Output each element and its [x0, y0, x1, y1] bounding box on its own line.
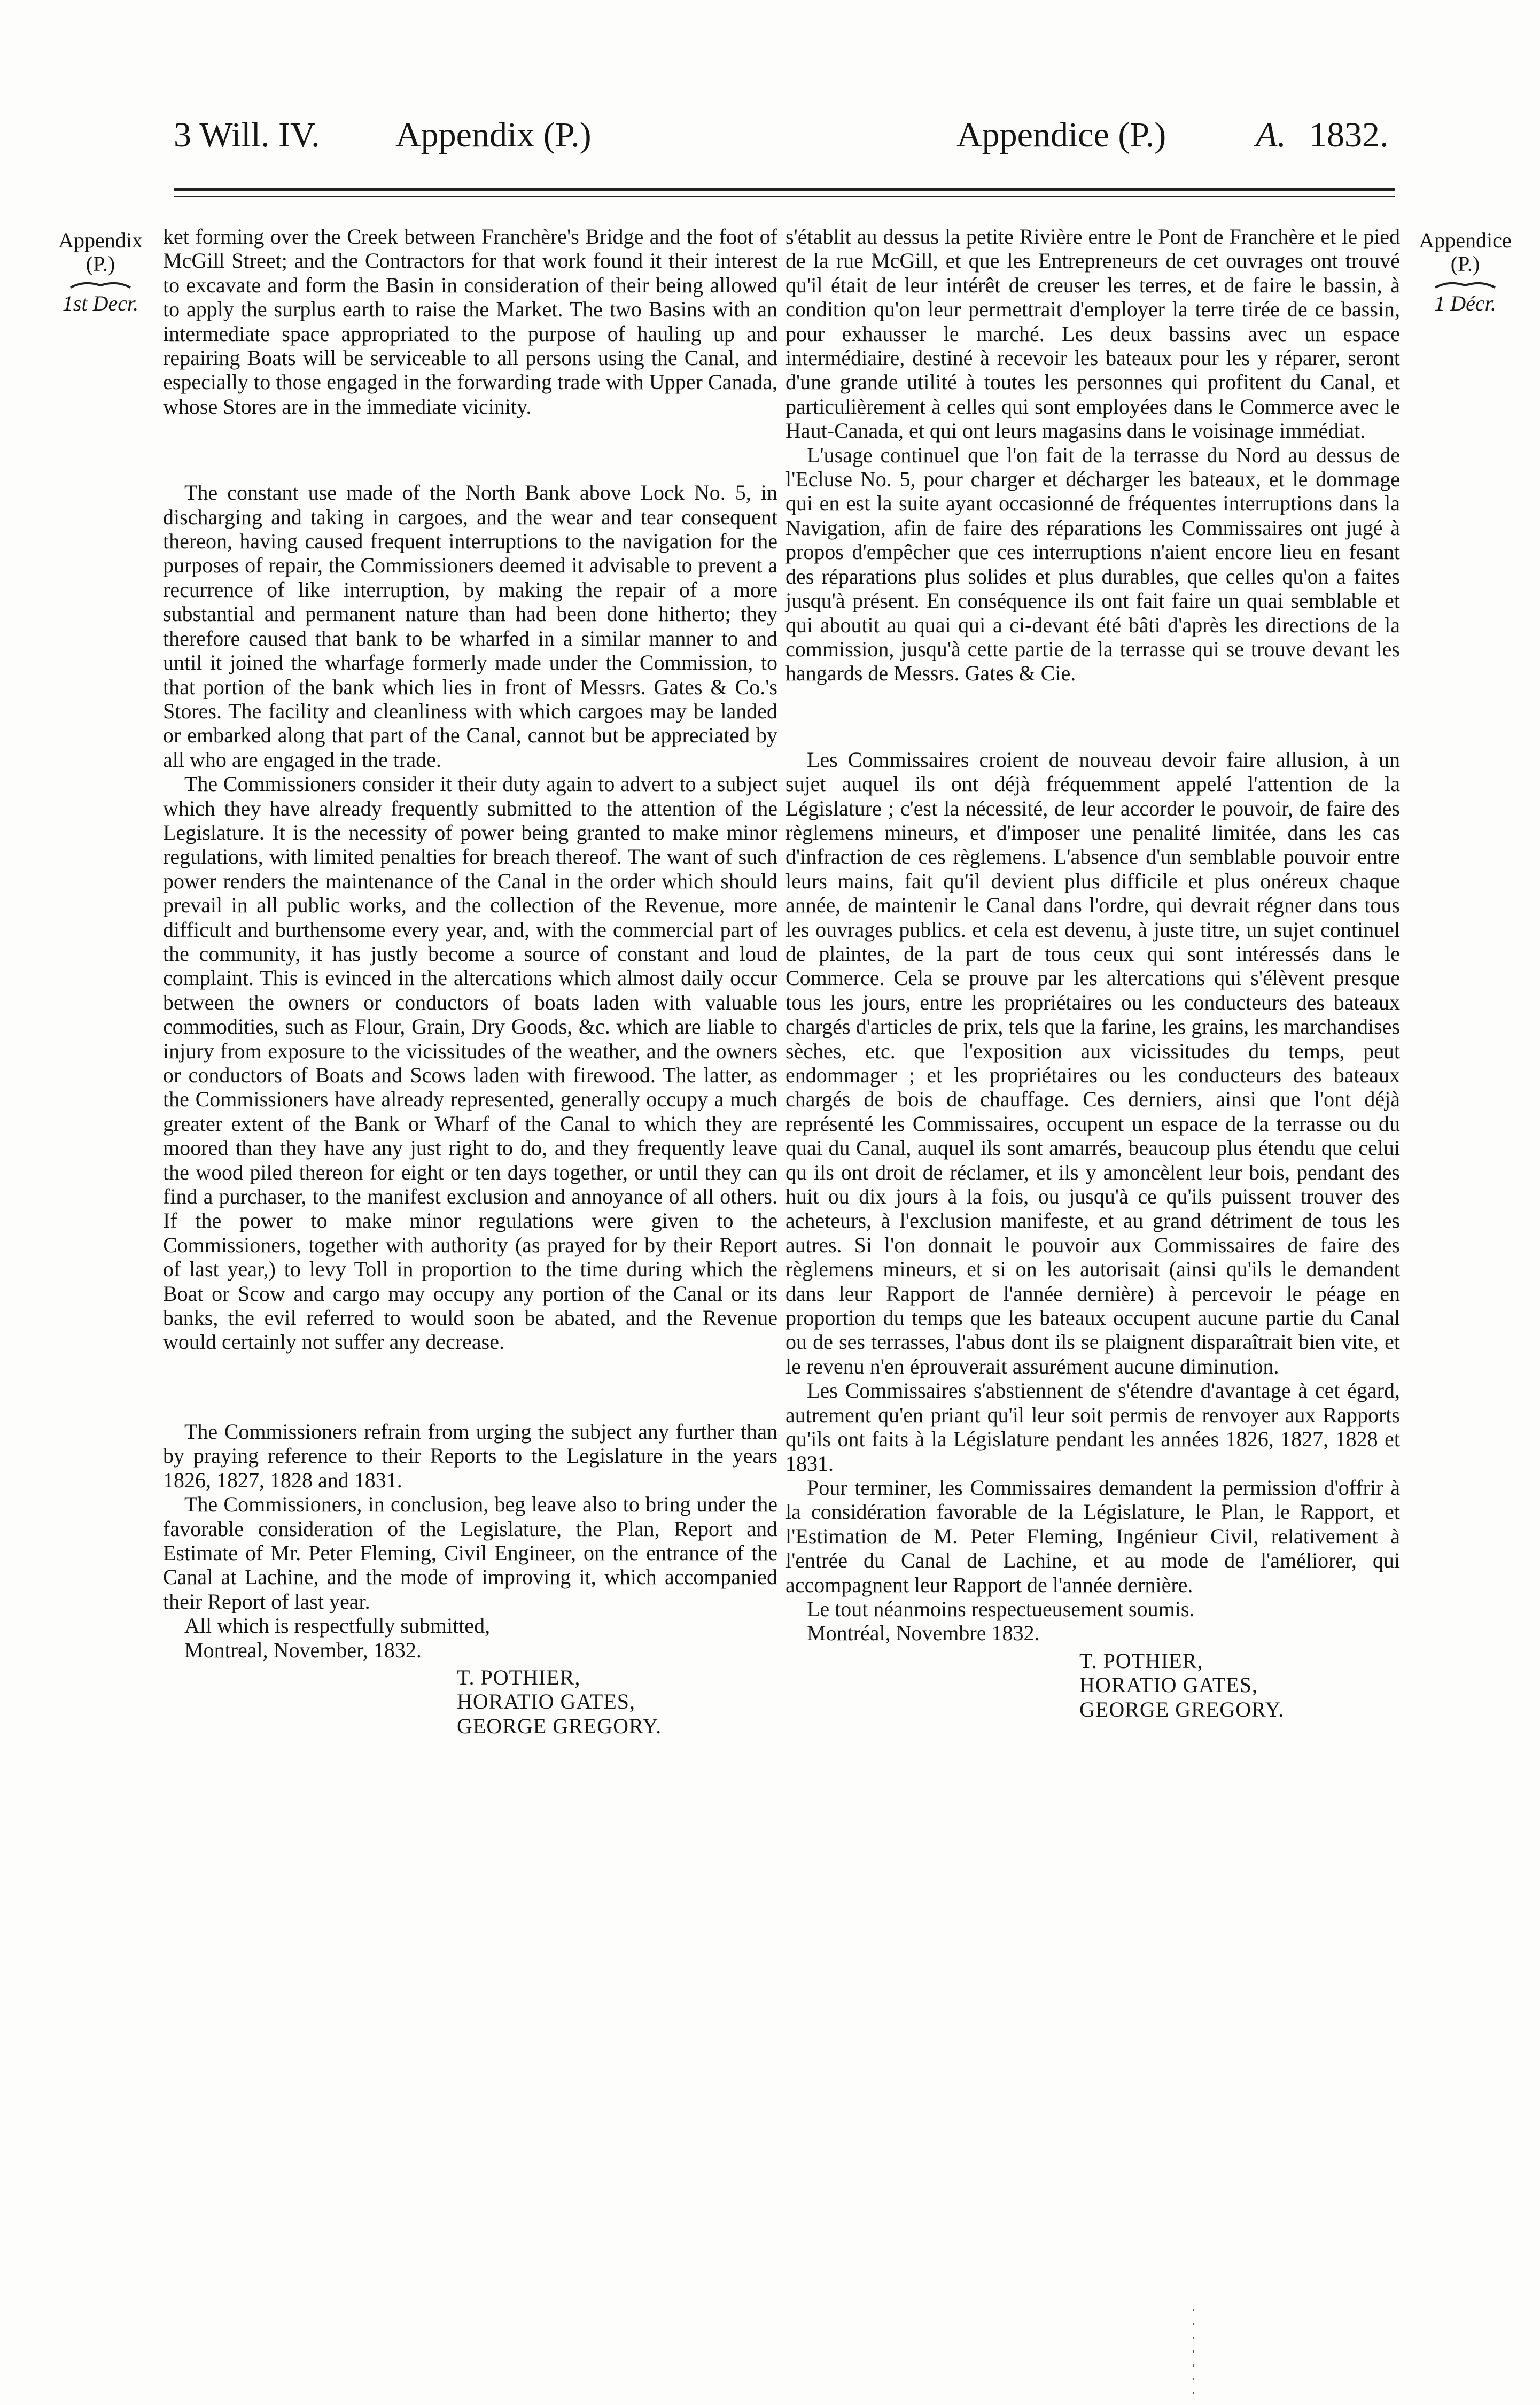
french-paragraph-3: Les Commissaires croient de nouveau devoir faire allusion, à un sujet auquel ils ont déjà fréquemment appelé l'attention de la Législature ; c'est la nécessité, de leur accorder le pouvoir, de faire des règlemens mineurs, et d'imposer une penalité limitée, dans les cas d'infraction de ces règlemens. L'absence d'un semblable pouvoir entre leurs mains, fait qu'il devient plus difficile et plus onéreux chaque année, de maintenir le Canal dans l'ordre, qui devrait régner dans tous les ouvrages publics. et cela est devenu, à juste titre, un sujet continuel de plaintes, de la part de tous ceux qui sont intéressés dans le Commerce. Cela se prouve par les altercations qui s'élèvent presque tous les jours, entre les propriétaires ou les conducteurs des bateaux chargés d'articles de prix, tels que la farine, les grains, les marchandises sèches, etc. que l'exposition aux vicissitudes du temps, peut endommager ; et les propriétaires ou les conducteurs des bateaux chargés de bois de chauffage. Ces derniers, ainsi que l'ont déjà représenté les Commissaires, occupent un espace de la terrasse ou du quai du Canal, auquel ils sont amarrés, beaucoup plus étendu que celui qu ils ont droit de réclamer, et ils y amoncèlent leur bois, pendant des huit ou dix jours à la fois, ou jusqu'à ce qu'ils puissent trouver des acheteurs, à l'exclusion manifeste, et au grand détriment de tous les autres. Si l'on donnait le pouvoir aux Commissaires de faire des règlemens mineurs, et si on les autorisait (ainsi qu'ils le demandent dans leur Rapport de l'année dernière) à percevoir le péage en proportion du temps que les bateaux occupent aucune partie du Canal ou de ses terrasses, l'abus dont ils se plaignent disparaîtrait bien vite, et le revenu n'en éprouverait assurément aucune diminution.	[785, 747, 1400, 1378]
english-paragraph-4: The Commissioners refrain from urging the subject any further than by praying reference to their Reports to the Legislature in the years 1826, 1827, 1828 and 1831.	[163, 1419, 777, 1492]
french-paragraph-1: s'établit au dessus la petite Rivière entre le Pont de Franchère et le pied de la rue McGill, et que les Entrepreneurs de cet ouvrages ont trouvé qu'il était de leur intérêt de creuser les terres, et de faire le bassin, à condition qu'on leur permettrait d'employer la terre tirée de ce bassin, pour exhausser le marché. Les deux bassins avec un espace intermédiaire, destiné à recevoir les bateaux pour les y réparer, seront d'une grande utilité à toutes les personnes qui profitent du Canal, et particulièrement à celles qui sont employées dans le Commerce avec le Haut-Canada, et qui ont leurs magasins dans le voisinage immédiat.	[785, 224, 1400, 443]
signatory-1: T. POTHIER,	[457, 1665, 581, 1689]
english-paragraph-1: ket forming over the Creek between Franchère's Bridge and the foot of McGill Street; and the Contractors for that work found it their interest to excavate and form the Basin in consideration of their being allowed to apply the surplus earth to raise the Market. The two Basins with an intermediate space appropriated to the purpose of hauling up and repairing Boats will be serviceable to all persons using the Canal, and especially to those engaged in the forwarding trade with Upper Canada, whose Stores are in the immediate vicinity.	[163, 224, 777, 418]
french-paragraph-2: L'usage continuel que l'on fait de la terrasse du Nord au dessus de l'Ecluse No. 5, pour charger et décharger les bateaux, et le dommage qui en est la suite ayant occasionné de fréquentes interruptions dans la Navigation, afin de faire des réparations les Commissaires ont jugé à propos d'empêcher que ces interruptions n'aient encore lieu en fesant des réparations plus solides et plus durables, que celles qu'on a faites jusqu'à présent. En conséquence ils ont fait faire un quai semblable et qui aboutit au quai qui a ci-devant été bâti d'après les directions de la commission, jusqu'à cette partie de la terrasse qui se trouve devant les hangards de Messrs. Gates & Cie.	[785, 443, 1400, 686]
french-signatures	[785, 1649, 1400, 1721]
english-paragraph-5: The Commissioners, in conclusion, beg leave also to bring under the favorable consideration of the Legislature, the Plan, Report and Estimate of Mr. Peter Fleming, Civil Engineer, on the entrance of the Canal at Lachine, and the mode of improving it, which accompanied their Report of last year.	[163, 1492, 777, 1613]
series-letter: A.	[1256, 115, 1286, 154]
appendix-title-english: Appendix (P.)	[395, 115, 592, 154]
appendix-title-french: Appendice (P.)	[956, 115, 1166, 154]
english-closing: All which is respectfully submitted,	[184, 1613, 491, 1638]
brace-icon	[68, 278, 133, 290]
english-place-date: Montreal, November, 1832.	[184, 1638, 422, 1662]
english-signatures	[163, 1665, 777, 1738]
signatory-2: HORATIO GATES,	[1079, 1673, 1258, 1697]
french-column	[785, 224, 1400, 1721]
page-header	[0, 115, 1540, 179]
margin-sub: (P.)	[1450, 252, 1480, 276]
signatory-1: T. POTHIER,	[1079, 1648, 1203, 1673]
signatory-3: GEORGE GREGORY.	[1079, 1697, 1285, 1721]
french-place-date: Montréal, Novembre 1832.	[807, 1621, 1040, 1646]
brace-icon	[1433, 278, 1497, 290]
margin-sub: (P.)	[85, 252, 115, 276]
french-paragraph-4: Les Commissaires s'abstiennent de s'étendre d'avantage à cet égard, autrement qu'en priant qu'il leur soit permis de renvoyer aux Rapports qu'ils ont faits à la Législature pendant les années 1826, 1827, 1828 et 1831.	[785, 1378, 1400, 1476]
margin-note-right	[1406, 229, 1524, 315]
header-rule-thin	[174, 196, 1395, 197]
header-rule-thick	[174, 188, 1395, 191]
header-year: 1832.	[1309, 115, 1389, 154]
signatory-2: HORATIO GATES,	[457, 1689, 635, 1714]
french-closing: Le tout néanmoins respectueusement soumis.	[807, 1596, 1195, 1621]
english-paragraph-2: The constant use made of the North Bank above Lock No. 5, in discharging and taking in cargoes, and the wear and tear consequent thereon, having caused frequent interruptions to the navigation for the purposes of repair, the Commissioners deemed it advisable to prevent a recurrence of like interruption, by making the repair of a more substantial and permanent nature than had been done hitherto; they therefore caused that bank to be wharfed in a similar manner to and until it joined the wharfage formerly made under the Commission, to that portion of the bank which lies in front of Messrs. Gates & Co.'s Stores. The facility and cleanliness with which cargoes may be landed or embarked along that part of the Canal, cannot but be appreciated by all who are engaged in the trade.	[163, 480, 777, 772]
english-column	[163, 224, 777, 1738]
paragraph-gap	[785, 686, 1400, 748]
margin-label: Appendix	[58, 228, 143, 252]
french-paragraph-5: Pour terminer, les Commissaires demandent la permission d'offrir à la considération favorable de la Législature, le Plan, le Rapport, et l'Estimation de M. Peter Fleming, Ingénieur Civil, relativement à l'entrée du Canal de Lachine, et au mode de l'améliorer, qui accompagnent leur Rapport de l'année dernière.	[785, 1475, 1400, 1597]
margin-note-left	[47, 229, 154, 315]
margin-date: 1 Décr.	[1434, 291, 1496, 315]
paragraph-gap	[163, 418, 777, 480]
signatory-3: GEORGE GREGORY.	[457, 1713, 662, 1738]
regnal-year: 3 Will. IV.	[174, 115, 320, 154]
ink-speck-decoration	[1192, 2309, 1195, 2394]
margin-label: Appendice	[1419, 228, 1512, 252]
english-paragraph-3: The Commissioners consider it their duty again to advert to a subject which they have already frequently submitted to the attention of the Legislature. It is the necessity of power being granted to make minor regulations, with limited penalties for breach thereof. The want of such power renders the maintenance of the Canal in the order which should prevail in all public works, and the collection of the Revenue, more difficult and burthensome every year, and, with the commercial part of the community, it has justly become a source of constant and loud complaint. This is evinced in the altercations which almost daily occur between the owners or conductors of boats laden with valuable commodities, such as Flour, Grain, Dry Goods, &c. which are liable to injury from exposure to the vicissitudes of the weather, and the owners or conductors of Boats and Scows laden with firewood. The latter, as the Commissioners have already represented, generally occupy a much greater extent of the Bank or Wharf of the Canal to which they are moored than they have any just right to do, and they frequently leave the wood piled thereon for eight or ten days together, or until they can find a purchaser, to the manifest exclusion and annoyance of all others. If the power to make minor regulations were given to the Commissioners, together with authority (as prayed for by their Report of last year,) to levy Toll in proportion to the time during which the Boat or Scow and cargo may occupy any portion of the Canal or its banks, the evil referred to would soon be abated, and the Revenue would certainly not suffer any decrease.	[163, 772, 777, 1354]
paragraph-gap	[163, 1354, 777, 1419]
margin-date: 1st Decr.	[62, 291, 139, 315]
